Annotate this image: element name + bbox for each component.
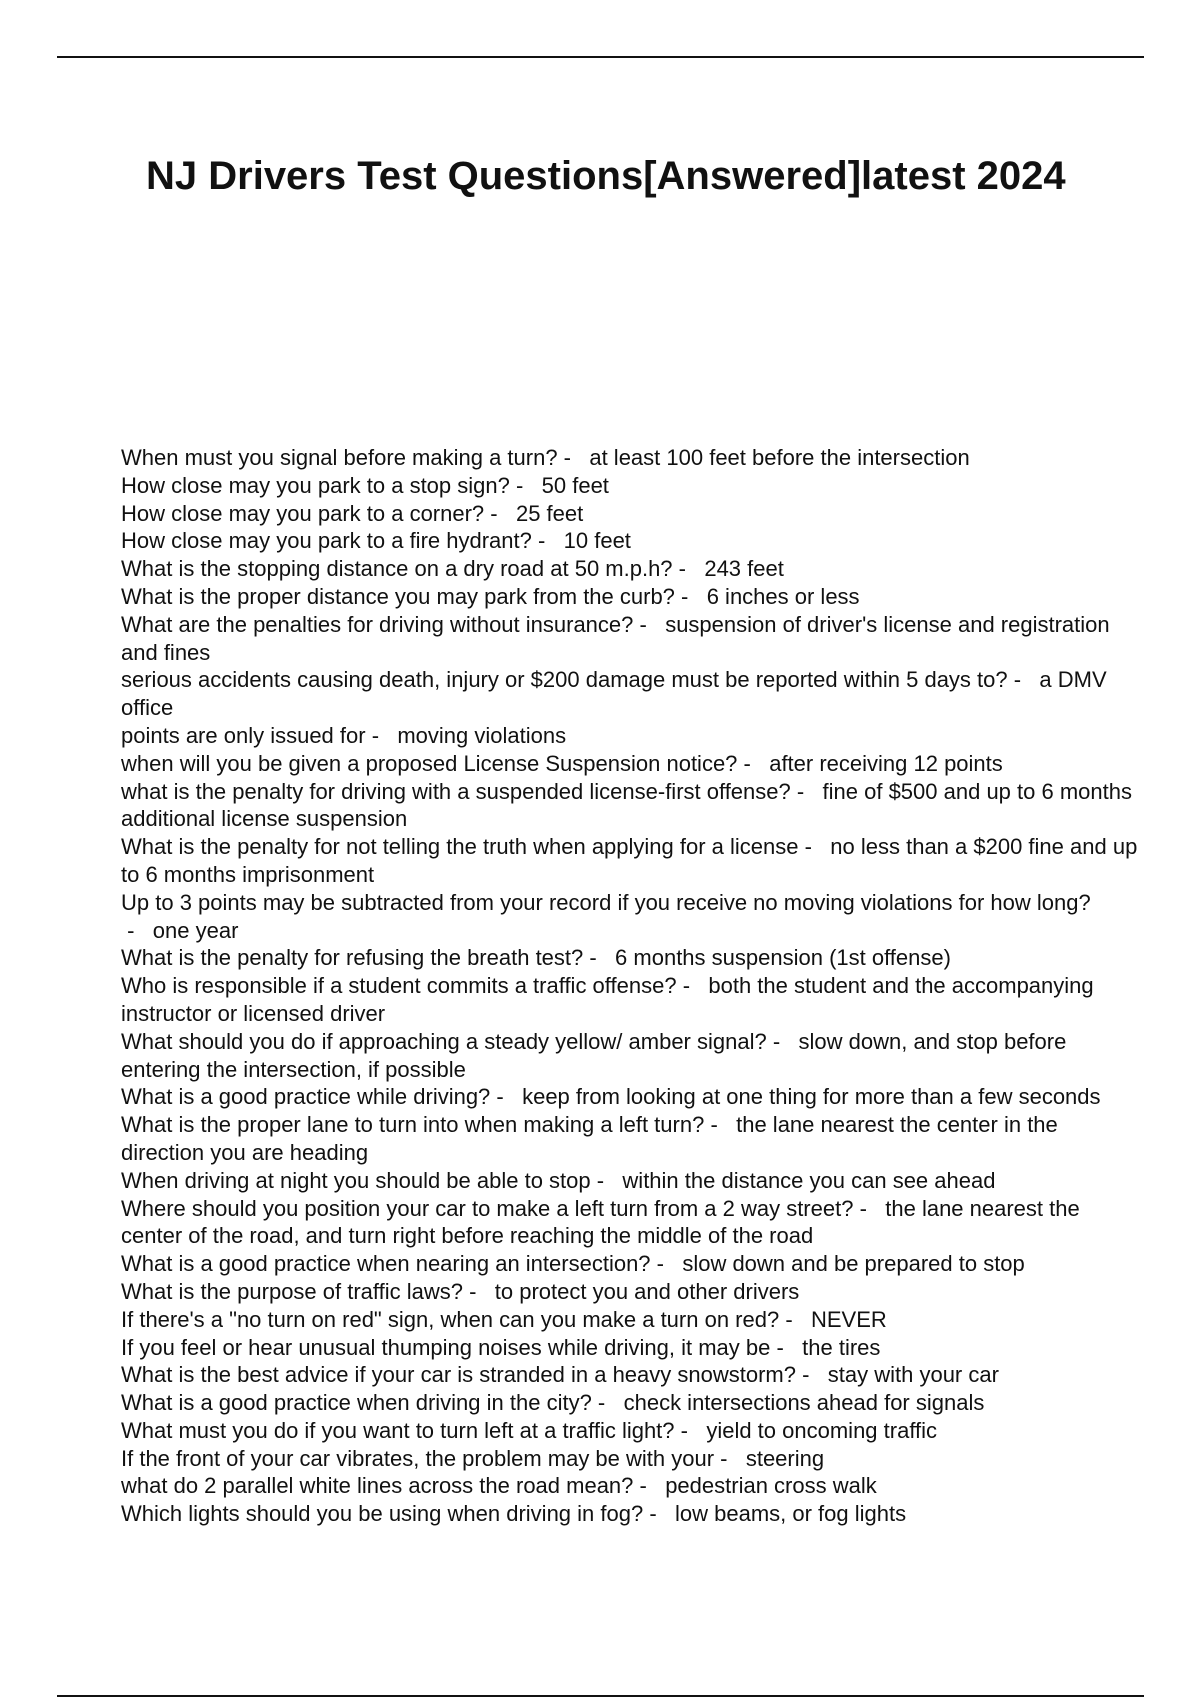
qa-separator: - xyxy=(770,1334,803,1360)
question-text: How close may you park to a corner? xyxy=(121,500,485,526)
qa-separator: - xyxy=(365,722,398,748)
question-text: If there's a "no turn on red" sign, when can you make a turn on red? xyxy=(121,1306,780,1332)
qa-item xyxy=(121,1111,1141,1167)
qa-separator: - xyxy=(531,528,564,554)
top-divider xyxy=(57,56,1144,58)
qa-item xyxy=(121,722,1141,750)
qa-separator: - xyxy=(591,1390,624,1416)
qa-item xyxy=(121,1472,1141,1500)
page-title: NJ Drivers Test Questions[Answered]latest 2024 xyxy=(146,154,1066,198)
qa-item xyxy=(121,500,1141,528)
qa-separator: - xyxy=(490,1084,523,1110)
answer-text: 50 feet xyxy=(541,472,609,498)
question-text: When driving at night you should be able to stop xyxy=(121,1167,591,1193)
qa-item xyxy=(121,1195,1141,1251)
answer-text: at least 100 feet before the intersection xyxy=(589,445,970,470)
qa-separator: - xyxy=(779,1306,811,1332)
qa-separator: - xyxy=(509,472,542,498)
answer-text: pedestrian cross walk xyxy=(665,1473,877,1499)
qa-item xyxy=(121,1334,1141,1362)
question-text: What is a good practice when driving in the city? xyxy=(121,1390,592,1416)
qa-item xyxy=(121,666,1141,722)
qa-separator: - xyxy=(462,1278,495,1304)
qa-separator: - xyxy=(766,1028,799,1054)
question-text: What is the stopping distance on a dry road at 50 m.p.h? xyxy=(121,556,673,582)
qa-item xyxy=(121,583,1141,611)
question-text: If you feel or hear unusual thumping noises while driving, it may be xyxy=(121,1334,771,1360)
qa-list xyxy=(121,444,1141,1528)
answer-text: one year xyxy=(152,917,239,943)
qa-item xyxy=(121,1278,1141,1306)
question-text: How close may you park to a stop sign? xyxy=(121,472,510,498)
qa-separator: - xyxy=(650,1251,683,1277)
qa-item xyxy=(121,889,1141,945)
qa-separator: - xyxy=(672,556,705,582)
question-text: How close may you park to a fire hydrant? xyxy=(121,528,532,554)
answer-text: keep from looking at one thing for more than a few seconds xyxy=(522,1084,1101,1110)
question-text: serious accidents causing death, injury or $200 damage must be reported within 5 days to? xyxy=(121,667,1008,693)
qa-item xyxy=(121,1250,1141,1278)
answer-text: moving violations xyxy=(397,722,567,748)
qa-item xyxy=(121,1500,1141,1528)
qa-item xyxy=(121,1361,1141,1389)
qa-separator: - xyxy=(633,611,666,637)
qa-separator: - xyxy=(790,778,823,804)
question-text: Where should you position your car to make a left turn from a 2 way street? xyxy=(121,1195,854,1221)
answer-text: suspension of driver's license and registration and fines xyxy=(121,611,1110,665)
question-text: What is a good practice when nearing an intersection? xyxy=(121,1251,651,1277)
qa-separator: - xyxy=(704,1112,737,1138)
qa-item xyxy=(121,472,1141,500)
answer-text: within the distance you can see ahead xyxy=(622,1167,996,1193)
qa-item xyxy=(121,611,1141,667)
qa-item xyxy=(121,1417,1141,1445)
qa-separator: - xyxy=(643,1501,675,1527)
qa-item xyxy=(121,1306,1141,1334)
answer-text: both the student and the accompanying instructor or licensed driver xyxy=(121,973,1094,1026)
answer-text: stay with your car xyxy=(827,1362,999,1388)
qa-item xyxy=(121,1167,1141,1195)
question-text: what is the penalty for driving with a suspended license-first offense? xyxy=(121,778,791,804)
qa-separator: - xyxy=(590,1167,623,1193)
question-text: What is the penalty for refusing the breath test? xyxy=(121,945,584,971)
bottom-divider xyxy=(57,1695,1144,1697)
qa-item xyxy=(121,833,1141,889)
question-text: If the front of your car vibrates, the problem may be with your xyxy=(121,1445,715,1471)
qa-item xyxy=(121,1389,1141,1417)
answer-text: after receiving 12 points xyxy=(769,750,1003,776)
question-text: What is the best advice if your car is stranded in a heavy snowstorm? xyxy=(121,1362,796,1388)
answer-text: low beams, or fog lights xyxy=(674,1501,907,1527)
answer-text: NEVER xyxy=(811,1306,887,1332)
question-text: What is the penalty for not telling the truth when applying for a license xyxy=(121,834,799,860)
answer-text: 243 feet xyxy=(704,556,784,582)
question-text: What should you do if approaching a steady yellow/ amber signal? xyxy=(121,1028,767,1054)
answer-text: 10 feet xyxy=(563,528,631,554)
answer-text: slow down and be prepared to stop xyxy=(682,1251,1025,1277)
question-text: points are only issued for xyxy=(121,722,366,748)
question-text: What is the proper distance you may park from the curb? xyxy=(121,583,675,609)
qa-item xyxy=(121,444,1141,472)
qa-item xyxy=(121,944,1141,972)
qa-item xyxy=(121,1445,1141,1473)
answer-text: the lane nearest the center of the road, and turn right before reaching the middle of the road xyxy=(121,1195,1080,1249)
qa-separator: - xyxy=(798,834,831,860)
qa-item xyxy=(121,750,1141,778)
question-text: What is a good practice while driving? xyxy=(121,1084,491,1110)
qa-separator: - xyxy=(795,1362,828,1388)
qa-separator: - xyxy=(853,1195,886,1221)
question-text: What are the penalties for driving without insurance? xyxy=(121,611,634,637)
question-text: Up to 3 points may be subtracted from your record if you receive no moving violations for how long? xyxy=(121,889,1091,915)
question-text: What is the proper lane to turn into when making a left turn? xyxy=(121,1112,705,1138)
answer-text: 25 feet xyxy=(515,500,584,526)
answer-text: check intersections ahead for signals xyxy=(623,1390,985,1416)
qa-item xyxy=(121,778,1141,834)
qa-separator: - xyxy=(674,583,707,609)
qa-item xyxy=(121,972,1141,1028)
answer-text: no less than a $200 fine and up to 6 months imprisonment xyxy=(121,834,1138,887)
qa-separator: - xyxy=(484,500,516,526)
qa-item xyxy=(121,1083,1141,1111)
question-text: When must you signal before making a turn? xyxy=(121,445,558,470)
qa-separator: - xyxy=(633,1473,666,1499)
answer-text: yield to oncoming traffic xyxy=(706,1417,938,1443)
answer-text: fine of $500 and up to 6 months additional license suspension xyxy=(121,778,1132,832)
qa-separator: - xyxy=(1007,667,1040,693)
question-text: what do 2 parallel white lines across the road mean? xyxy=(121,1473,634,1499)
answer-text: 6 inches or less xyxy=(706,583,860,609)
qa-separator: - xyxy=(674,1417,707,1443)
qa-separator: - xyxy=(583,945,616,971)
qa-separator: - xyxy=(557,445,590,470)
qa-separator: - xyxy=(714,1445,746,1471)
question-text: Which lights should you be using when driving in fog? xyxy=(121,1501,644,1527)
answer-text: steering xyxy=(745,1445,825,1471)
qa-item xyxy=(121,555,1141,583)
question-text: What is the purpose of traffic laws? xyxy=(121,1278,463,1304)
answer-text: slow down, and stop before entering the intersection, if possible xyxy=(121,1028,1067,1082)
answer-text: the lane nearest the center in the direction you are heading xyxy=(121,1112,1058,1165)
answer-text: 6 months suspension (1st offense) xyxy=(615,945,951,971)
answer-text: the tires xyxy=(802,1334,881,1360)
question-text: Who is responsible if a student commits a traffic offense? xyxy=(121,973,677,999)
answer-text: a DMV office xyxy=(121,667,1107,721)
qa-separator: - xyxy=(737,750,770,776)
qa-item xyxy=(121,1028,1141,1084)
answer-text: to protect you and other drivers xyxy=(494,1278,800,1304)
qa-separator: - xyxy=(121,917,153,943)
qa-item xyxy=(121,527,1141,555)
question-text: What must you do if you want to turn left at a traffic light? xyxy=(121,1417,675,1443)
question-text: when will you be given a proposed License Suspension notice? xyxy=(121,750,738,776)
qa-separator: - xyxy=(676,973,709,999)
